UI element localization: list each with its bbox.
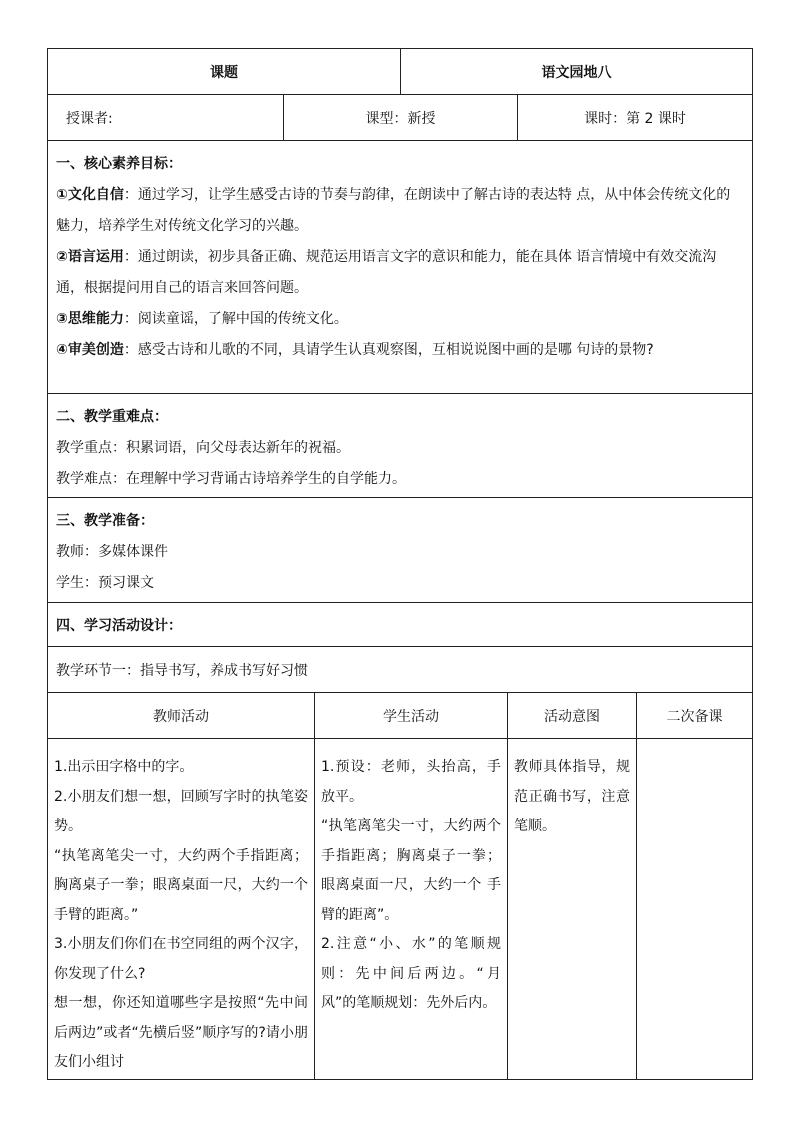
- student-activity-cell: [314, 739, 507, 1079]
- lesson-type-cell: 课型：新授: [283, 95, 517, 140]
- key-points-section: [47, 393, 753, 497]
- activity-step-row: [47, 646, 753, 692]
- intent-cell: [507, 739, 636, 1079]
- activity-columns-row: [47, 692, 753, 738]
- lesson-plan-table: [47, 48, 753, 1080]
- teacher-activity-line: “执笔离笔尖一寸，大约两个手指距离；胸离桌子一拳；眼离桌面一尺，大约一个 手臂的距离。”: [54, 847, 308, 923]
- intent-text: 教师具体指导，规范正确书写，注意笔顺。: [514, 759, 630, 834]
- key-points-heading: 二、教学重难点：: [56, 409, 168, 425]
- title-row: [47, 48, 753, 94]
- teacher-activity-line: 3.小朋友们你们在书空同组的两个汉字，你发现了什么?: [54, 936, 308, 982]
- title-label: 课题: [210, 64, 238, 81]
- title-value: 语文园地八: [400, 49, 752, 94]
- preparation-section: [47, 497, 753, 602]
- activity-heading-row: [47, 602, 753, 646]
- column-header-student: 学生活动: [314, 693, 507, 738]
- goals-section: [47, 140, 753, 393]
- teacher-activity-line: 想一想，你还知道哪些字是按照“先中间后两边”或者“先横后竖”顺序写的?请小朋友们小组讨: [54, 995, 308, 1070]
- preparation-teacher: 教师：多媒体课件: [56, 544, 168, 560]
- info-row: [47, 94, 753, 140]
- teacher-cell: 授课者:: [66, 110, 113, 127]
- key-difficulty: 教学难点：在理解中学习背诵古诗培养学生的自学能力。: [56, 471, 406, 487]
- student-activity-line: “执笔离笔尖一寸，大约两个手指距离；胸离桌子一拳；眼离桌面一尺，大约一个 手臂的距离”。: [321, 818, 501, 923]
- column-header-second-prep: 二次备课: [636, 693, 752, 738]
- goal-text: ：通过朗读，初步具备正确、规范运用语言文字的意识和能力，能在具体 语言情境中有效交流沟通，根据提问用自己的语言来回答问题。: [56, 249, 717, 296]
- goal-label: ③思维能力: [56, 311, 124, 327]
- goals-heading: 一、核心素养目标：: [56, 156, 182, 172]
- teacher-activity-cell: [48, 739, 314, 1079]
- goal-item-language: [56, 242, 744, 304]
- goal-text: ：通过学习，让学生感受古诗的节奏与韵律，在朗读中了解古诗的表达特 点，从中体会传统文化的魅力，培养学生对传统文化学习的兴趣。: [56, 187, 731, 234]
- goal-label: ④审美创造: [56, 342, 124, 358]
- activity-step: 教学环节一：指导书写，养成书写好习惯: [56, 662, 308, 679]
- goal-item-culture: [56, 180, 744, 242]
- second-prep-cell: [636, 739, 752, 1079]
- activity-content-row: [47, 738, 753, 1080]
- goal-label: ②语言运用: [56, 249, 124, 265]
- goal-label: ①文化自信: [56, 187, 124, 203]
- column-header-intent: 活动意图: [507, 693, 636, 738]
- goal-item-aesthetic: [56, 335, 744, 366]
- goal-item-thinking: [56, 304, 744, 335]
- key-focus: 教学重点：积累词语，向父母表达新年的祝福。: [56, 440, 350, 456]
- column-header-teacher: 教师活动: [153, 708, 209, 725]
- student-activity-line: 2.注意“小、水”的笔顺规则：先中间后两边。“月风”的笔顺规划：先外后内。: [321, 936, 501, 1011]
- teacher-activity-line: 1.出示田字格中的字。: [54, 759, 194, 775]
- preparation-student: 学生：预习课文: [56, 575, 154, 591]
- teacher-activity-line: 2.小朋友们想一想，回顾写字时的执笔姿势。: [54, 788, 308, 834]
- preparation-heading: 三、教学准备：: [56, 513, 154, 529]
- student-activity-line: 1.预设：老师，头抬高，手放平。: [321, 759, 501, 805]
- period-cell: 课时：第 2 课时: [517, 95, 752, 140]
- goal-text: ：阅读童谣，了解中国的传统文化。: [123, 311, 348, 327]
- goal-text: ：感受古诗和儿歌的不同，具请学生认真观察图，互相说说图中画的是哪 句诗的景物?: [123, 342, 654, 358]
- activity-heading: 四、学习活动设计：: [56, 617, 182, 634]
